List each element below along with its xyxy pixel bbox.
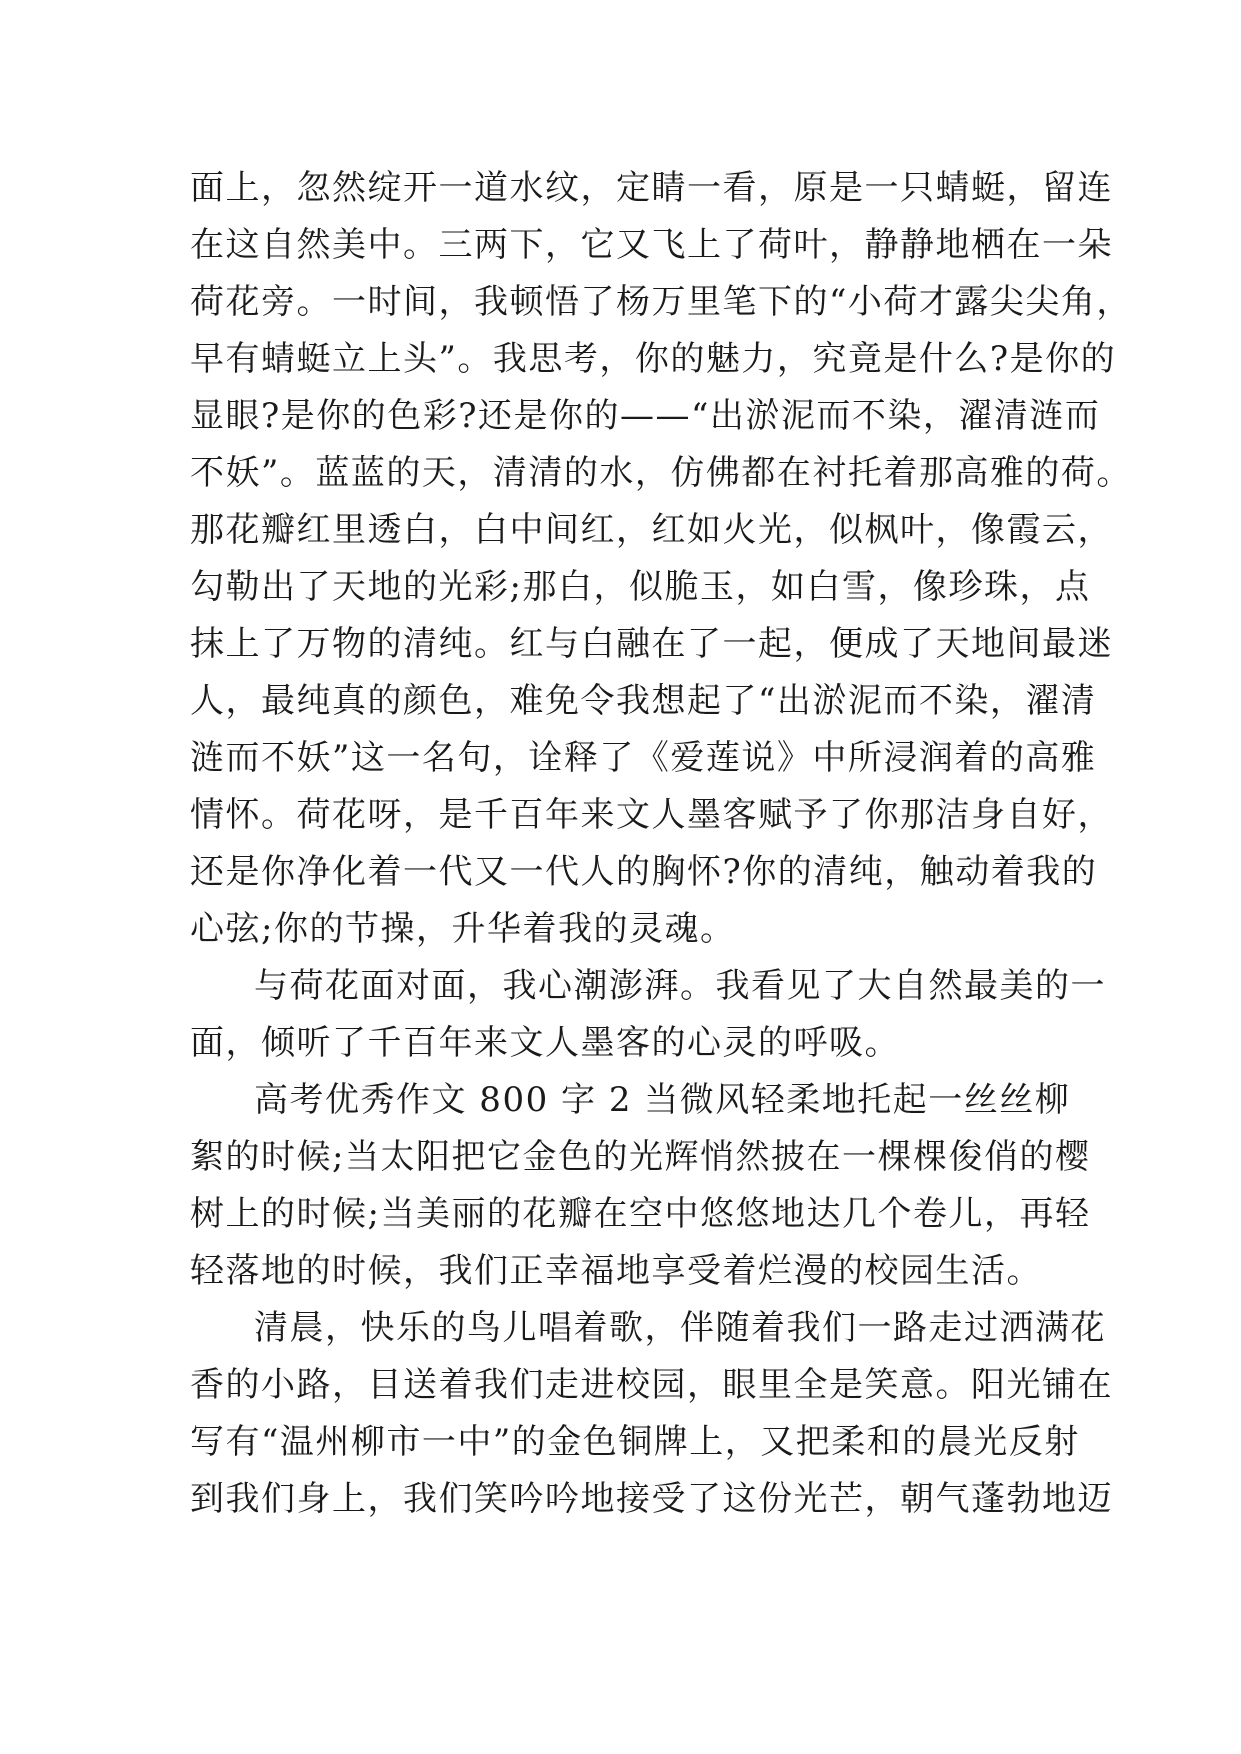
text-line: 不妖”。蓝蓝的天，清清的水，仿佛都在衬托着那高雅的荷。 xyxy=(190,453,1132,493)
text-line: 勾勒出了天地的光彩;那白，似脆玉，如白雪，像珍珠，点 xyxy=(190,567,1091,607)
text-line: 显眼?是你的色彩?还是你的——“出淤泥而不染，濯清涟而 xyxy=(190,396,1101,436)
text-line: 在这自然美中。三两下，它又飞上了荷叶，静静地栖在一朵 xyxy=(190,225,1113,265)
paragraph-first-line: 清晨，快乐的鸟儿唱着歌，伴随着我们一路走过洒满花 xyxy=(254,1308,1106,1348)
text-line: 到我们身上，我们笑吟吟地接受了这份光芒，朝气蓬勃地迈 xyxy=(190,1479,1113,1519)
text-line: 那花瓣红里透白，白中间红，红如火光，似枫叶，像霞云， xyxy=(190,510,1113,550)
text-line: 抹上了万物的清纯。红与白融在了一起，便成了天地间最迷 xyxy=(190,624,1113,664)
text-line: 荷花旁。一时间，我顿悟了杨万里笔下的“小荷才露尖尖角， xyxy=(190,282,1132,322)
text-line: 心弦;你的节操，升华着我的灵魂。 xyxy=(190,909,736,949)
paragraph-first-line: 与荷花面对面，我心潮澎湃。我看见了大自然最美的一 xyxy=(254,966,1106,1006)
text-line: 写有“温州柳市一中”的金色铜牌上，又把柔和的晨光反射 xyxy=(190,1422,1080,1462)
text-line: 香的小路，目送着我们走进校园，眼里全是笑意。阳光铺在 xyxy=(190,1365,1113,1405)
text-line: 早有蜻蜓立上头”。我思考，你的魅力，究竟是什么?是你的 xyxy=(190,339,1117,379)
text-line: 人，最纯真的颜色，难免令我想起了“出淤泥而不染，濯清 xyxy=(190,681,1097,721)
text-line: 面，倾听了千百年来文人墨客的心灵的呼吸。 xyxy=(190,1023,900,1063)
text-line: 面上，忽然绽开一道水纹，定睛一看，原是一只蜻蜓，留连 xyxy=(190,168,1113,208)
text-line: 树上的时候;当美丽的花瓣在空中悠悠地达几个卷儿，再轻 xyxy=(190,1194,1091,1234)
text-line: 絮的时候;当太阳把它金色的光辉悄然披在一棵棵俊俏的樱 xyxy=(190,1137,1091,1177)
text-line: 轻落地的时候，我们正幸福地享受着烂漫的校园生活。 xyxy=(190,1251,1042,1291)
text-line: 还是你净化着一代又一代人的胸怀?你的清纯，触动着我的 xyxy=(190,852,1098,892)
text-line: 涟而不妖”这一名句，诠释了《爱莲说》中所浸润着的高雅 xyxy=(190,738,1097,778)
essay-heading-line: 高考优秀作文 800 字 2 当微风轻柔地托起一丝丝柳 xyxy=(254,1080,1071,1120)
text-line: 情怀。荷花呀，是千百年来文人墨客赋予了你那洁身自好， xyxy=(190,795,1113,835)
